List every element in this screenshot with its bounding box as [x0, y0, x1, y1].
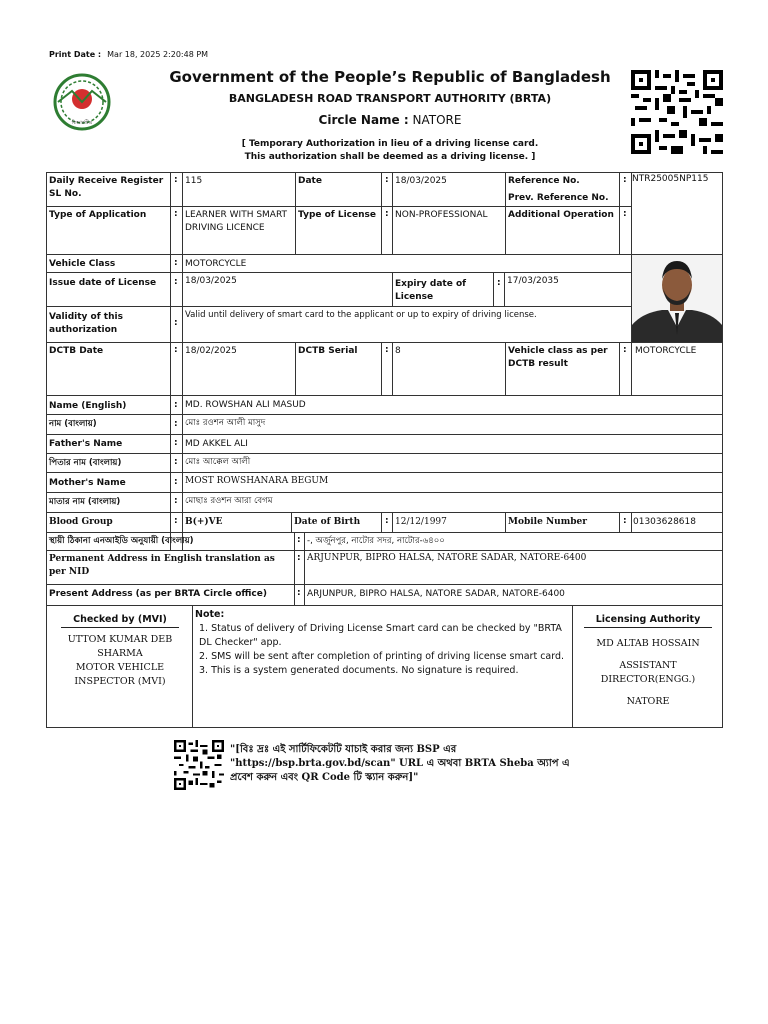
vehicle-class-label: Vehicle Class [49, 259, 116, 269]
authority-title-text: Licensing Authority [584, 614, 713, 628]
father-name-value: MD AKKEL ALI [185, 439, 248, 449]
blood-group-value: B(+)VE [185, 517, 223, 527]
print-date-value: Mar 18, 2025 2:20:48 PM [107, 50, 209, 59]
colon: : [297, 553, 301, 563]
validity-value: Valid until delivery of smart card to the applicant or up to expiry of driving license. [185, 310, 537, 320]
perm-address-bn-value: -, অর্জুনপুর, নাটোর সদর, নাটোর-৬৪০০ [307, 536, 445, 546]
colon: : [174, 516, 178, 526]
mobile-value: 01303628618 [633, 517, 696, 527]
validity-label: Validity of this authorization [49, 312, 123, 335]
father-name-label: Father's Name [49, 439, 123, 449]
type-application-label: Type of Application [49, 210, 147, 220]
license-table [46, 172, 723, 727]
vehicle-class-value: MOTORCYCLE [185, 259, 247, 269]
colon: : [174, 345, 178, 355]
circle-name-label: Circle Name : [318, 113, 409, 127]
dctb-serial-value: 8 [395, 346, 401, 356]
dob-label: Date of Birth [294, 517, 361, 527]
blood-group-label: Blood Group [49, 517, 113, 527]
name-en-value: MD. ROWSHAN ALI MASUD [185, 400, 306, 410]
type-license-value: NON-PROFESSIONAL [395, 210, 488, 220]
colon: : [174, 438, 178, 448]
note-title: Note: [195, 609, 225, 620]
perm-address-en-label: Permanent Address in English translation as per NID [49, 554, 275, 577]
mobile-label: Mobile Number [508, 517, 588, 527]
note-1: 1. Status of delivery of Driving License Smart card can be checked by "BRTA DL Checker" app. [199, 623, 562, 648]
checked-by-name: UTTOM KUMAR DEB SHARMA [67, 634, 173, 659]
date-label: Date [298, 176, 322, 186]
colon: : [174, 477, 178, 487]
brta-logo [50, 73, 114, 131]
vehicle-dctb-label: Vehicle class as per DCTB result [508, 346, 608, 369]
colon: : [297, 535, 301, 545]
print-date-label: Print Date : [49, 50, 102, 59]
name-bn-label: নাম (বাংলায়) [49, 419, 97, 429]
additional-operation-label: Additional Operation [508, 210, 614, 220]
colon: : [174, 496, 178, 506]
dctb-serial-label: DCTB Serial [298, 346, 358, 356]
applicant-photo [632, 255, 722, 342]
authority-circle: NATORE [626, 696, 670, 707]
logo-text: বিআরটিএ [71, 120, 93, 126]
colon: : [623, 209, 627, 219]
qr-code [631, 70, 723, 154]
father-name-bn-label: পিতার নাম (বাংলায়) [49, 458, 122, 468]
perm-address-en-value: ARJUNPUR, BIPRO HALSA, NATORE SADAR, NATORE-6400 [307, 553, 587, 563]
colon: : [623, 345, 627, 355]
circle-name [150, 113, 630, 127]
vehicle-dctb-value: MOTORCYCLE [635, 346, 697, 356]
colon: : [174, 419, 178, 429]
colon: : [174, 277, 178, 287]
mother-name-value: MOST ROWSHANARA BEGUM [185, 476, 329, 486]
checked-by-block [50, 614, 190, 689]
present-address-value: ARJUNPUR, BIPRO HALSA, NATORE SADAR, NATORE-6400 [307, 589, 565, 599]
colon: : [297, 588, 301, 598]
register-value: 115 [185, 176, 203, 186]
dob-value: 12/12/1997 [395, 517, 447, 527]
name-bn-value: মোঃ রওশন আলী মাসুদ [185, 418, 266, 428]
reference-value: NTR25005NP115 [632, 174, 709, 184]
expiry-date-value: 17/03/2035 [507, 276, 559, 286]
colon: : [174, 400, 178, 410]
checked-by-title [50, 614, 190, 625]
dctb-date-label: DCTB Date [49, 346, 104, 356]
mother-name-label: Mother's Name [49, 478, 126, 488]
circle-name-value: NATORE [412, 113, 462, 127]
authority-name: MD ALTAB HOSSAIN [596, 638, 700, 649]
authority-designation: ASSISTANT DIRECTOR(ENGG.) [600, 660, 696, 685]
issue-date-label: Issue date of License [49, 278, 157, 288]
mother-name-bn-value: মোছাঃ রওশন আরা বেগম [185, 496, 273, 506]
type-application-value: LEARNER WITH SMART DRIVING LICENCE [185, 210, 288, 233]
register-label: Daily Receive Register SL No. [49, 176, 164, 199]
authorization-line-2: This authorization shall be deemed as a driving license. ] [244, 152, 536, 162]
date-value: 18/03/2025 [395, 176, 447, 186]
page-title: Government of the People’s Republic of Bangladesh [169, 68, 611, 86]
colon: : [174, 258, 178, 268]
colon: : [174, 318, 178, 328]
notes-block [195, 608, 571, 678]
name-en-label: Name (English) [49, 401, 127, 411]
colon: : [623, 516, 627, 526]
colon: : [174, 175, 178, 185]
prev-reference-label: Prev. Reference No. [508, 193, 609, 203]
perm-address-bn-label: স্থায়ী ঠিকানা এনআইডি অনুযায়ী (বাংলায়) [49, 536, 194, 546]
colon: : [385, 516, 389, 526]
expiry-date-label: Expiry date of License [395, 279, 467, 302]
checked-by-designation: MOTOR VEHICLE INSPECTOR (MVI) [74, 662, 166, 687]
note-2: 2. SMS will be sent after completion of printing of driving license smart card. [199, 651, 565, 662]
issue-date-value: 18/03/2025 [185, 276, 237, 286]
colon: : [497, 278, 501, 288]
type-license-label: Type of License [298, 210, 376, 220]
colon: : [174, 209, 178, 219]
authorization-line-1: [ Temporary Authorization in lieu of a driving license card. [241, 139, 539, 149]
present-address-label: Present Address (as per BRTA Circle office) [49, 589, 267, 599]
authorization-note [150, 138, 630, 164]
father-name-bn-value: মোঃ আক্কেল আলী [185, 457, 251, 467]
colon: : [385, 175, 389, 185]
checked-by-title-text: Checked by (MVI) [61, 614, 179, 628]
reference-label: Reference No. [508, 176, 580, 186]
print-date [49, 50, 208, 59]
licensing-authority-block [576, 614, 720, 709]
colon: : [623, 175, 627, 185]
mother-name-bn-label: মাতার নাম (বাংলায়) [49, 497, 121, 507]
colon: : [385, 345, 389, 355]
authority-title [576, 614, 720, 625]
page-subtitle: BANGLADESH ROAD TRANSPORT AUTHORITY (BRTA) [228, 92, 552, 105]
colon: : [174, 457, 178, 467]
dctb-date-value: 18/02/2025 [185, 346, 237, 356]
note-3: 3. This is a system generated documents. No signature is required. [199, 665, 519, 676]
verification-note: "[বিঃ দ্রঃ এই সার্টিফিকেটটি যাচাই করার জন্য BSP এর "https://bsp.brta.gov.bd/scan" URL এ অথবা BRTA Sheba অ্যাপ এ প্রবেশ করুন এবং QR Code টি স্ক্যান করুন]" [230, 744, 570, 783]
colon: : [385, 209, 389, 219]
verification-qr-code [173, 740, 225, 790]
